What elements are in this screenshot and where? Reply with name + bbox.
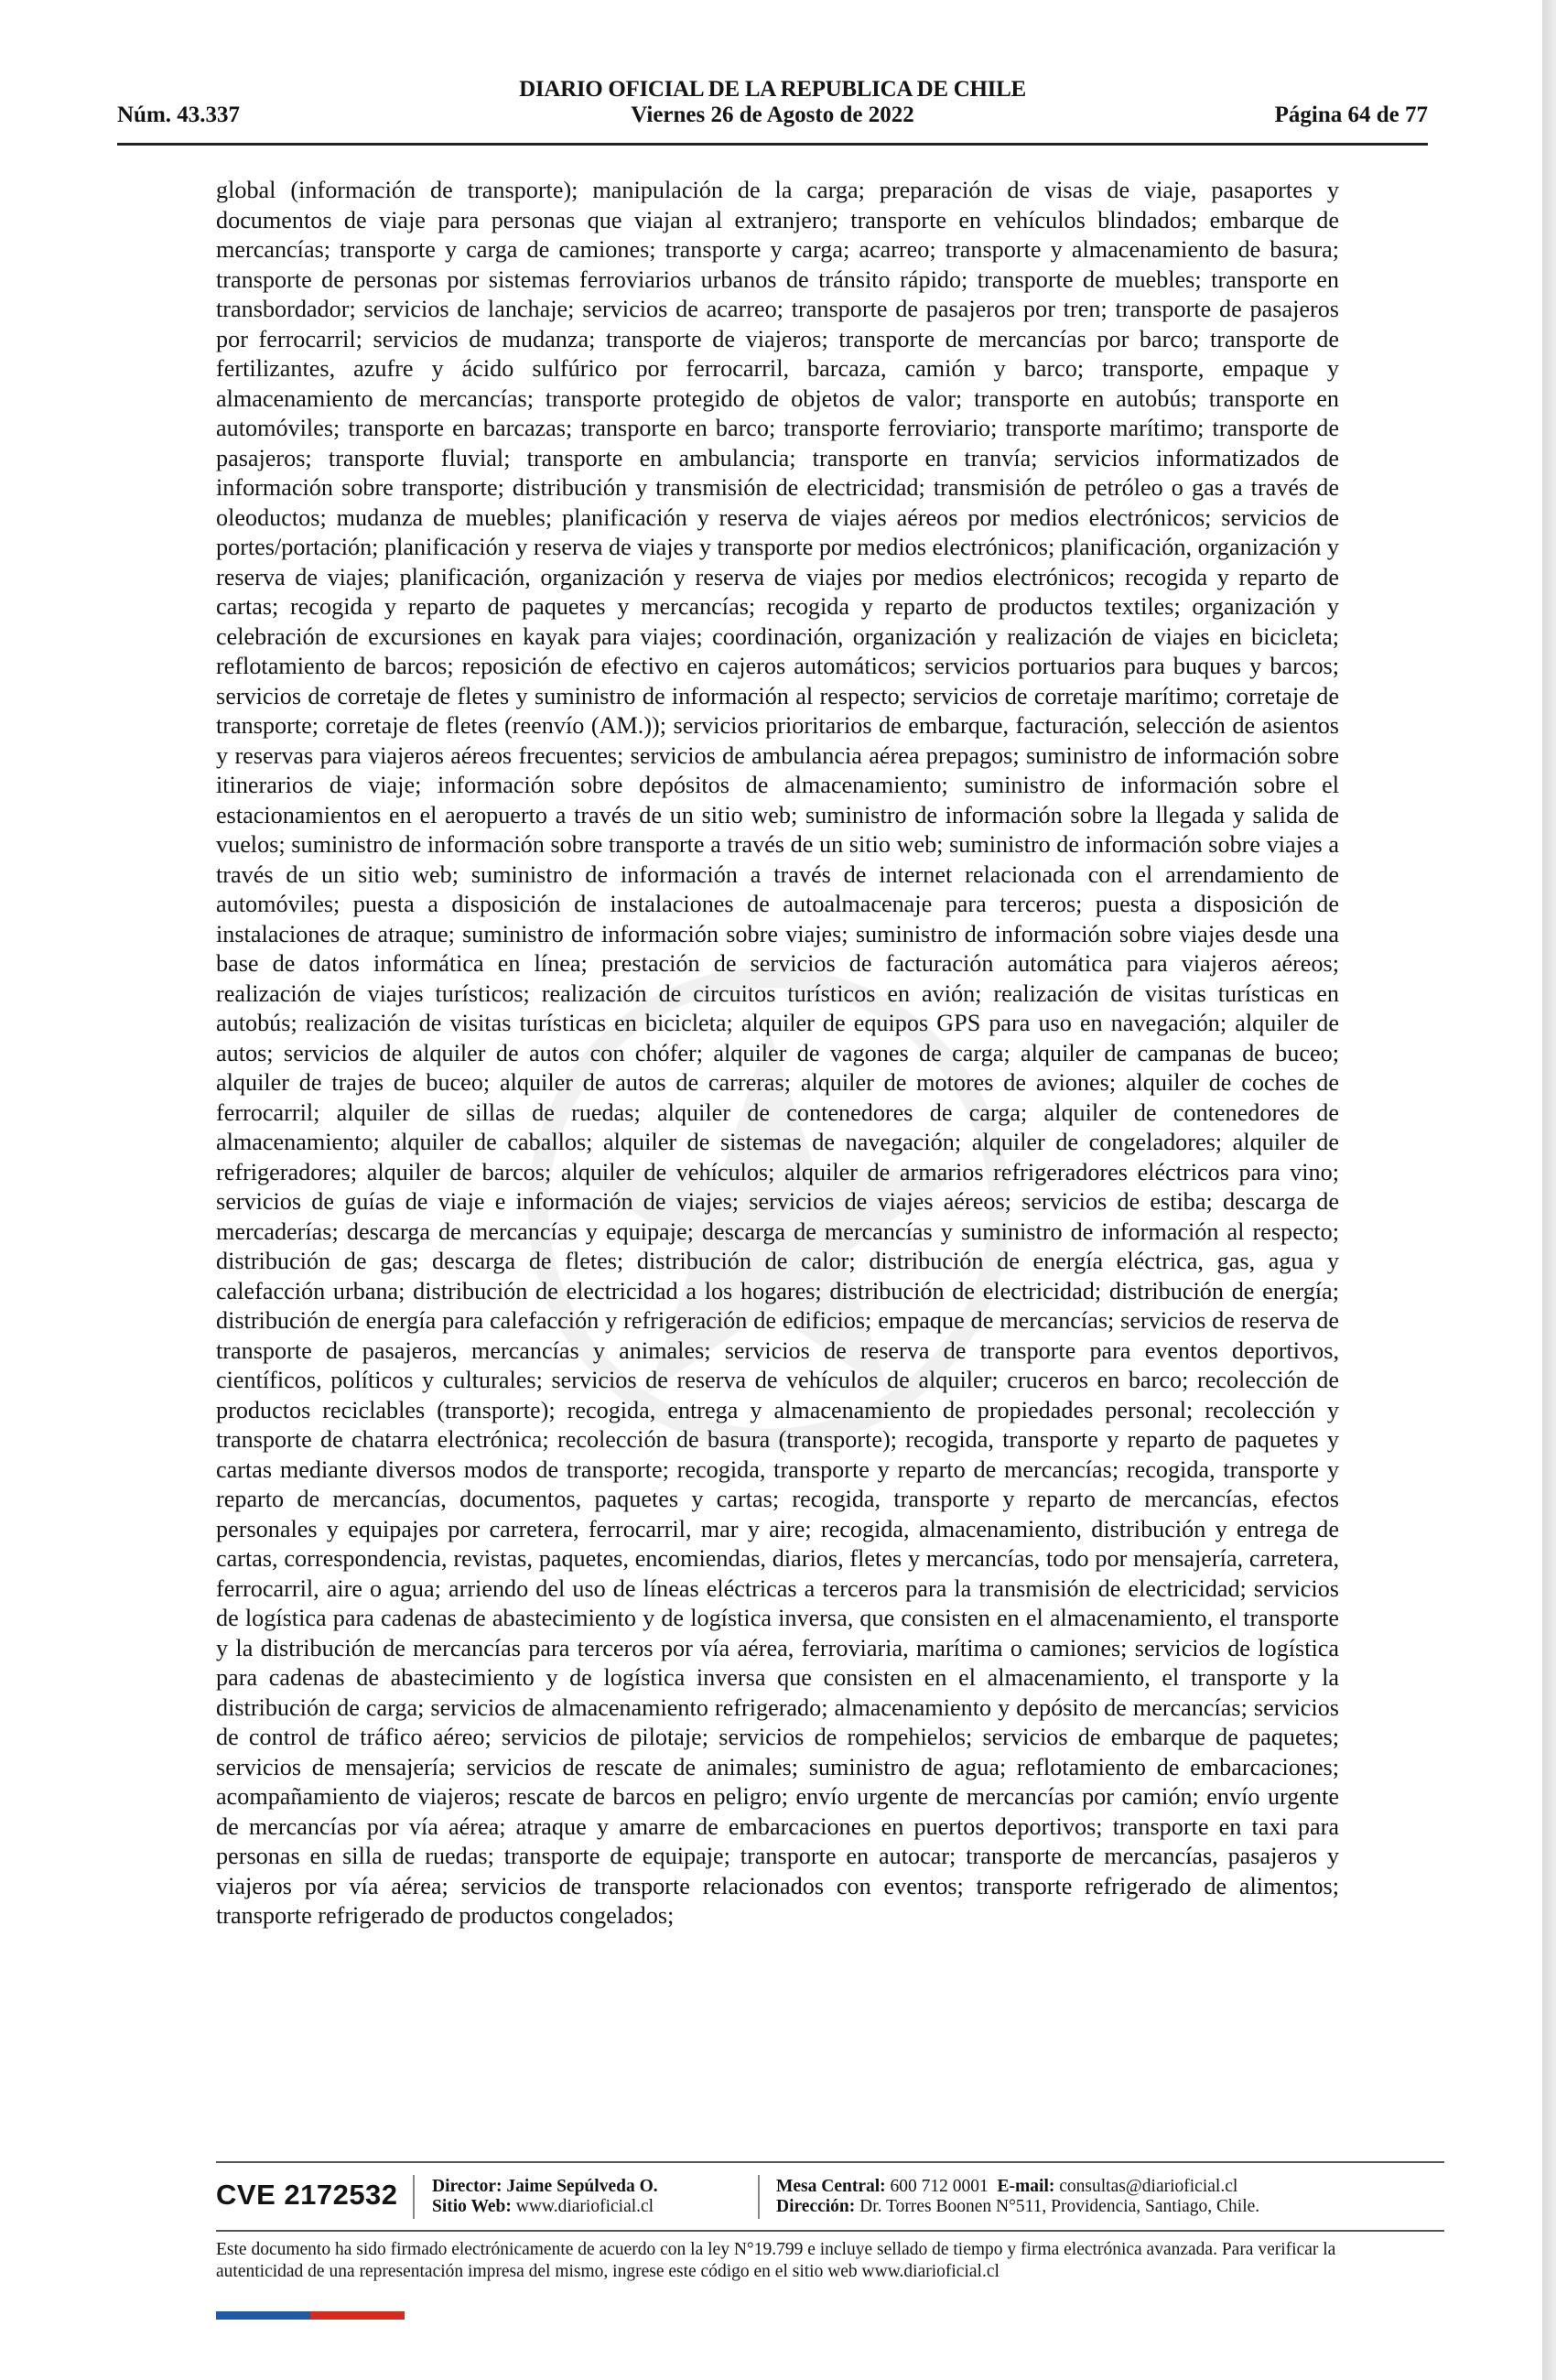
body-paragraph: global (información de transporte); manipulación de la carga; preparación de visas de viaje, pasaportes y documentos de viaje para personas que viajan al extranjero; transporte en vehículos blindados; embarque de mercancías; transporte y carga de camiones; transporte y carga; acarreo; transporte y almacenamiento de basura; transporte de personas por sistemas ferroviarios urbanos de tránsito rápido; transporte de muebles; transporte en transbordador; servicios de lanchaje; servicios de acarreo; transporte de pasajeros por tren; transporte de pasajeros por ferrocarril; servicios de mudanza; transporte de viajeros; transporte de mercancías por barco; transporte de fertilizantes, azufre y ácido sulfúrico por ferrocarril, barcaza, camión y barco; transporte, empaque y almacenamiento de mercancías; transporte protegido de objetos de valor; transporte en autobús; transporte en automóviles; transporte en barcazas; transporte en barco; transporte ferroviario; transporte marítimo; transporte de pasajeros; transporte fluvial; transporte en ambulancia; transporte en tranvía; servicios informatizados de información sobre transporte; distribución y transmisión de electricidad; transmisión de petróleo o gas a través de oleoductos; mudanza de muebles; planificación y reserva de viajes aéreos por medios electrónicos; servicios de portes/portación; planificación y reserva de viajes y transporte por medios electrónicos; planificación, organización y reserva de viajes; planificación, organización y reserva de viajes por medios electrónicos; recogida y reparto de cartas; recogida y reparto de paquetes y mercancías; recogida y reparto de productos textiles; organización y celebración de excursiones en kayak para viajes; coordinación, organización y realización de viajes en bicicleta; reflotamiento de barcos; reposición de efectivo en cajeros automáticos; servicios portuarios para buques y barcos; servicios de corretaje de fletes y suministro de información al respecto; servicios de corretaje marítimo; corretaje de transporte; corretaje de fletes (reenvío (AM.)); servicios prioritarios de embarque, facturación, selección de asientos y reservas para viajeros aéreos frecuentes; servicios de ambulancia aérea prepagos; suministro de información sobre itinerarios de viaje; información sobre depósitos de almacenamiento; suministro de información sobre el estacionamientos en el aeropuerto a través de un sitio web; suministro de información sobre la llegada y salida de vuelos; suministro de información sobre transporte a través de un sitio web; suministro de información sobre viajes a través de un sitio web; suministro de información a través de internet relacionada con el arrendamiento de automóviles; puesta a disposición de instalaciones de autoalmacenaje para terceros; puesta a disposición de instalaciones de atraque; suministro de información sobre viajes; suministro de información sobre viajes desde una base de datos informática en línea; prestación de servicios de facturación automática para viajeros aéreos; realización de viajes turísticos; realización de circuitos turísticos en avión; realización de visitas turísticas en autobús; realización de visitas turísticas en bicicleta; alquiler de equipos GPS para uso en navegación; alquiler de autos; servicios de alquiler de autos con chófer; alquiler de vagones de carga; alquiler de campanas de buceo; alquiler de trajes de buceo; alquiler de autos de carreras; alquiler de motores de aviones; alquiler de coches de ferrocarril; alquiler de sillas de ruedas; alquiler de contenedores de carga; alquiler de contenedores de almacenamiento; alquiler de caballos; alquiler de sistemas de navegación; alquiler de congeladores; alquiler de refrigeradores; alquiler de barcos; alquiler de vehículos; alquiler de armarios refrigeradores eléctricos para vino; servicios de guías de viaje e información de viajes; servicios de viajes aéreos; servicios de estiba; descarga de mercaderías; descarga de mercancías y equipaje; descarga de mercancías y suministro de información al respecto; distribución de gas; descarga de fletes; distribución de calor; distribución de energía eléctrica, gas, agua y calefacción urbana; distribución de electricidad a los hogares; distribución de electricidad; distribución de energía; distribución de energía para calefacción y refrigeración de edificios; empaque de mercancías; servicios de reserva de transporte de pasajeros, mercancías y animales; servicios de reserva de transporte para eventos deportivos, científicos, políticos y culturales; servicios de reserva de vehículos de alquiler; cruceros en barco; recolección de productos reciclables (transporte); recogida, entrega y almacenamiento de propiedades personal; recolección y transporte de chatarra electrónica; recolección de basura (transporte); recogida, transporte y reparto de paquetes y cartas mediante diversos modos de transporte; recogida, transporte y reparto de mercancías; recogida, transporte y reparto de mercancías, documentos, paquetes y cartas; recogida, transporte y reparto de mercancías, efectos personales y equipajes por carretera, ferrocarril, mar y aire; recogida, almacenamiento, distribución y entrega de cartas, correspondencia, revistas, paquetes, encomiendas, diarios, fletes y mercancías, todo por mensajería, carretera, ferrocarril, aire o agua; arriendo del uso de líneas eléctricas a terceros para la transmisión de electricidad; servicios de logística para cadenas de abastecimiento y de logística inversa, que consisten en el almacenamiento, el transporte y la distribución de mercancías para terceros por vía aérea, ferroviaria, marítima o camiones; servicios de logística para cadenas de abastecimiento y de logística inversa que consisten en el almacenamiento, el transporte y la distribución de carga; servicios de almacenamiento refrigerado; almacenamiento y depósito de mercancías; servicios de control de tráfico aéreo; servicios de pilotaje; servicios de rompehielos; servicios de embarque de paquetes; servicios de mensajería; servicios de rescate de animales; suministro de agua; reflotamiento de embarcaciones; acompañamiento de viajeros; rescate de barcos en peligro; envío urgente de mercancías por camión; envío urgente de mercancías por vía aérea; atraque y amarre de embarcaciones en puertos deportivos; transporte en taxi para personas en silla de ruedas; transporte de equipaje; transporte en autocar; transporte de mercancías, pasajeros y viajeros por vía aérea; servicios de transporte relacionados con eventos; transporte refrigerado de alimentos; transporte refrigerado de productos congelados;	[216, 177, 1339, 1929]
website-label: Sitio Web:	[432, 2197, 512, 2216]
email-link[interactable]: consultas@diarioficial.cl	[1059, 2177, 1238, 2196]
director-label: Director:	[432, 2177, 502, 2196]
newspaper-title: DIARIO OFICIAL DE LA REPUBLICA DE CHILE	[519, 77, 1026, 102]
mesa-phone: 600 712 0001	[890, 2177, 989, 2196]
director-name: Jaime Sepúlveda O.	[506, 2177, 658, 2196]
address-line	[776, 2197, 1259, 2217]
legal-notice: Este documento ha sido firmado electrónicamente de acuerdo con la ley N°19.799 e incluye sellado de tiempo y firma electrónica avanzada. Para verificar la autenticidad de una representación impresa del mismo, ingrese este código en el sitio web www.diarioficial.cl	[216, 2240, 1336, 2281]
footer-info	[216, 2169, 1444, 2226]
header-row	[117, 103, 1428, 134]
page-header	[117, 77, 1428, 146]
director-line	[432, 2177, 658, 2197]
address-value: Dr. Torres Boonen N°511, Providencia, Santiago, Chile.	[859, 2197, 1260, 2216]
address-label: Dirección:	[776, 2197, 856, 2216]
cve-code: CVE 2172532	[216, 2179, 398, 2211]
footer-top-divider	[216, 2161, 1444, 2163]
page-indicator: Página 64 de 77	[1274, 103, 1428, 127]
contact-line	[776, 2177, 1259, 2197]
page-edge-shadow	[1542, 0, 1556, 2380]
flag-blue-stripe	[216, 2311, 310, 2320]
flag-stripe	[216, 2311, 405, 2320]
email-label: E-mail:	[997, 2177, 1055, 2196]
footer-separator	[758, 2175, 760, 2219]
issue-date: Viernes 26 de Agosto de 2022	[631, 103, 914, 127]
website-line	[432, 2197, 658, 2217]
flag-red-stripe	[310, 2311, 405, 2320]
issue-number: Núm. 43.337	[117, 103, 241, 127]
footer-bottom-divider	[216, 2230, 1444, 2232]
mesa-label: Mesa Central:	[776, 2177, 886, 2196]
contact-column	[776, 2177, 1259, 2217]
website-link[interactable]: www.diarioficial.cl	[515, 2197, 654, 2216]
director-column	[432, 2177, 658, 2217]
header-divider	[117, 143, 1428, 146]
footer-separator	[413, 2175, 415, 2219]
